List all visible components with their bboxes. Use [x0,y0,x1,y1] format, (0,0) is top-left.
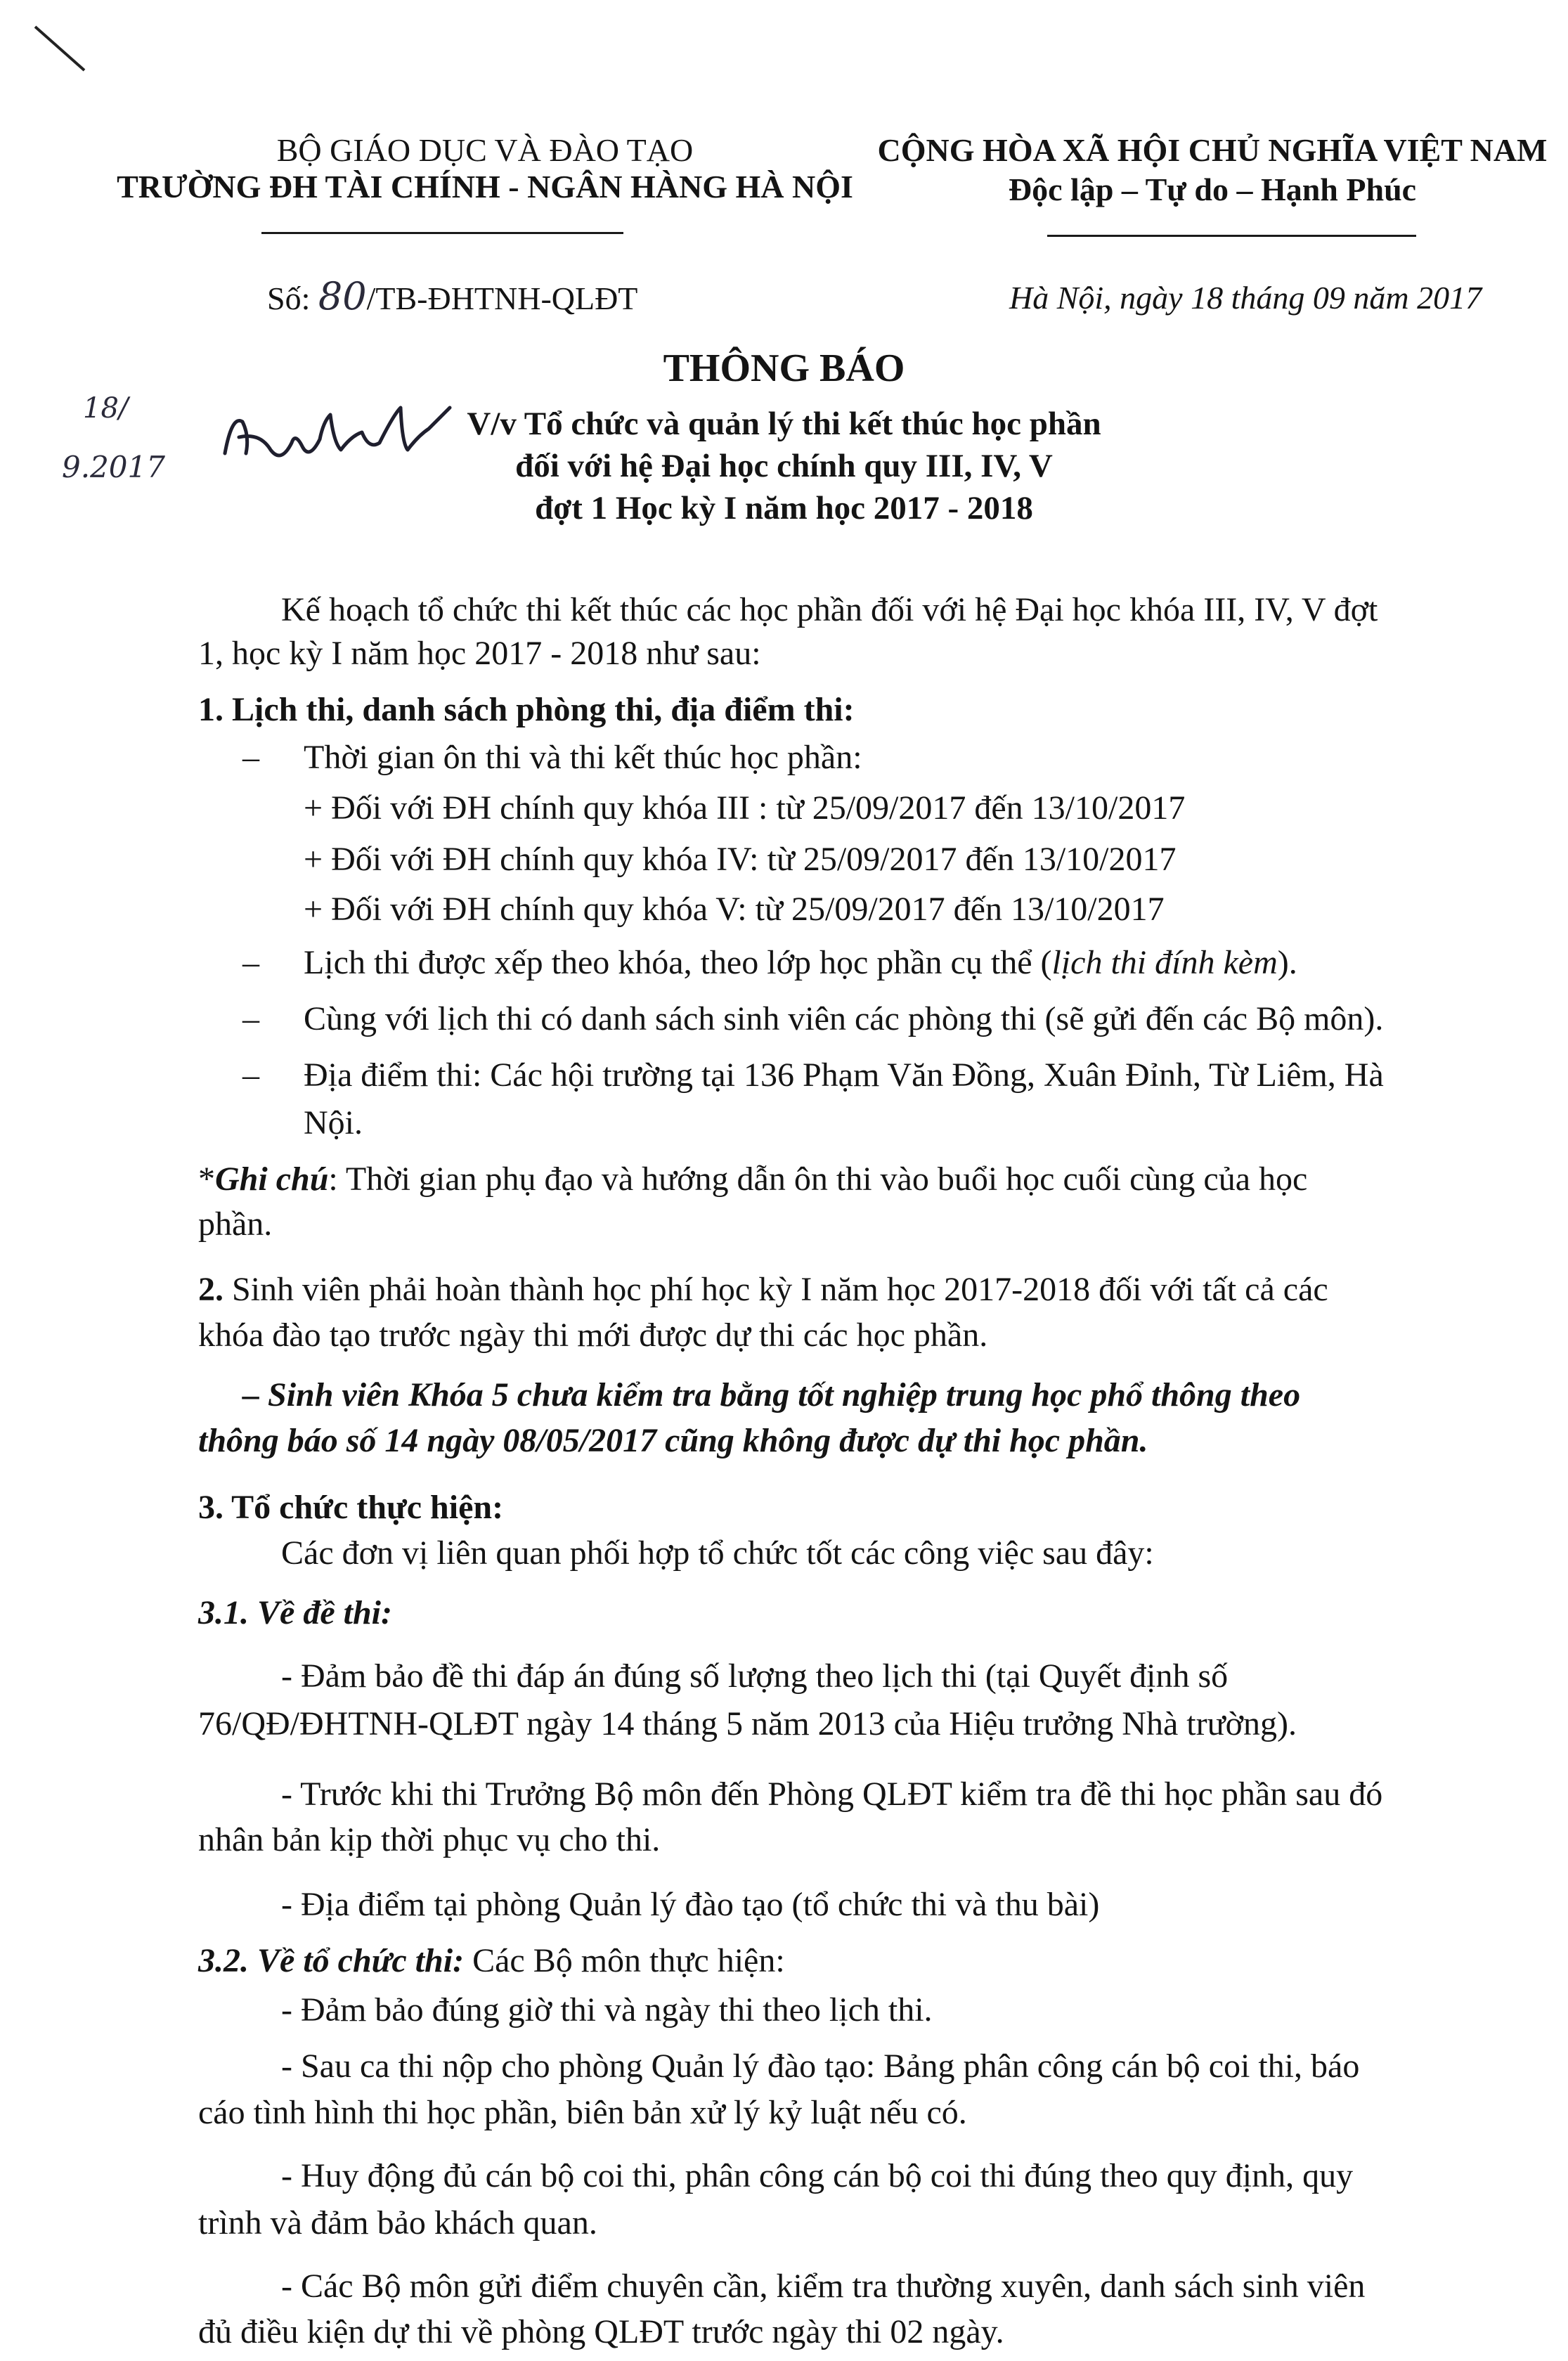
s32-p4-line1: - Các Bộ môn gửi điểm chuyên cần, kiểm tra thường xuyên, danh sách sinh viên [281,2268,1366,2305]
university-name: TRƯỜNG ĐH TÀI CHÍNH - NGÂN HÀNG HÀ NỘI [117,169,853,205]
schedule-arrangement-end: ). [1277,944,1297,981]
right-header-rule [1047,235,1416,237]
exam-period-label: Thời gian ôn thi và thi kết thúc học phần: [304,739,862,776]
notice-subject-line1: V/v Tổ chức và quản lý thi kết thúc học phần [467,406,1101,442]
section32-title-rest: Các Bộ môn thực hiện: [464,1942,785,1979]
country-name: CỘNG HÒA XÃ HỘI CHỦ NGHĨA VIỆT NAM [877,132,1548,168]
schedule-arrangement [304,942,1297,984]
intro-line1: Kế hoạch tổ chức thi kết thúc các học phần đối với hệ Đại học khóa III, IV, V đợt [281,591,1378,628]
scan-corner-mark [28,21,91,77]
note-label: Ghi chú [215,1160,329,1198]
intro-line2: 1, học kỳ I năm học 2017 - 2018 như sau: [198,635,761,672]
section2-line1 [198,1269,1328,1311]
section2-number: 2. [198,1271,223,1308]
section32-heading [198,1940,785,1982]
note-line1 [198,1158,1307,1201]
section2-warning-line1: – Sinh viên Khóa 5 chưa kiểm tra bằng tốt nghiệp trung học phổ thông theo [242,1376,1301,1414]
s31-p2-line2: nhân bản kịp thời phục vụ cho thi. [198,1821,661,1858]
so-code: /TB-ĐHTNH-QLĐT [366,280,638,316]
bullet-dash: – [242,1056,259,1094]
notice-subject-line2: đối với hệ Đại học chính quy III, IV, V [515,448,1053,484]
schedule-attached: lịch thi đính kèm [1051,944,1278,981]
k3-schedule: + Đối với ĐH chính quy khóa III : từ 25/09/2017 đến 13/10/2017 [304,789,1186,827]
exam-location-line1: Địa điểm thi: Các hội trường tại 136 Phạm Văn Đồng, Xuân Đỉnh, Từ Liêm, Hà [304,1056,1384,1094]
exam-location-line2: Nội. [304,1104,363,1141]
s32-p4-line2: đủ điều kiện dự thi về phòng QLĐT trước ngày thi 02 ngày. [198,2313,1004,2350]
s31-p1-line1: - Đảm bảo đề thi đáp án đúng số lượng theo lịch thi (tại Quyết định số [281,1657,1229,1695]
s32-p1: - Đảm bảo đúng giờ thi và ngày thi theo lịch thi. [281,1991,933,2029]
s31-p2-line1: - Trước khi thi Trưởng Bộ môn đến Phòng QLĐT kiểm tra đề thi học phần sau đó [281,1775,1383,1813]
so-number-handwritten: 80 [318,274,367,318]
section2-line2: khóa đào tạo trước ngày thi mới được dự thi các học phần. [198,1317,988,1354]
national-motto: Độc lập – Tự do – Hạnh Phúc [1008,172,1417,207]
bullet-dash: – [242,944,259,981]
note-text: : Thời gian phụ đạo và hướng dẫn ôn thi vào buổi học cuối cùng của học [328,1160,1308,1198]
bullet-dash: – [242,1000,259,1037]
schedule-arrangement-text: Lịch thi được xếp theo khóa, theo lớp học phần cụ thể ( [304,944,1052,981]
section2-text: Sinh viên phải hoàn thành học phí học kỳ I năm học 2017-2018 đối với tất cả các [223,1271,1328,1308]
student-list-info: Cùng với lịch thi có danh sách sinh viên các phòng thi (sẽ gửi đến các Bộ môn). [304,1000,1384,1037]
ministry-name: BỘ GIÁO DỤC VÀ ĐÀO TẠO [276,132,694,168]
issue-date: Hà Nội, ngày 18 tháng 09 năm 2017 [1009,280,1482,316]
s32-p3-line1: - Huy động đủ cán bộ coi thi, phân công cán bộ coi thi đúng theo quy định, quy [281,2157,1354,2194]
handwritten-date-bottom: 9.2017 [62,450,165,484]
section3-heading: 3. Tổ chức thực hiện: [198,1489,504,1526]
document-number [267,276,637,320]
s32-p2-line1: - Sau ca thi nộp cho phòng Quản lý đào tạo: Bảng phân công cán bộ coi thi, báo [281,2048,1360,2085]
handwritten-date-top: 18/ [83,392,129,425]
section3-intro: Các đơn vị liên quan phối hợp tổ chức tốt các công việc sau đây: [281,1534,1154,1572]
s32-p3-line2: trình và đảm bảo khách quan. [198,2204,597,2242]
k5-schedule: + Đối với ĐH chính quy khóa V: từ 25/09/2017 đến 13/10/2017 [304,891,1165,928]
s32-p2-line2: cáo tình hình thi học phần, biên bản xử lý kỷ luật nếu có. [198,2094,967,2131]
section2-warning-line2: thông báo số 14 ngày 08/05/2017 cũng không được dự thi học phần. [198,1422,1148,1459]
note-star: * [198,1160,215,1198]
section31-heading: 3.1. Về đề thi: [198,1594,392,1631]
so-label: Số: [267,280,311,316]
section32-title: 3.2. Về tổ chức thi: [198,1942,465,1979]
k4-schedule: + Đối với ĐH chính quy khóa IV: từ 25/09/2017 đến 13/10/2017 [304,841,1177,878]
notice-subject-line3: đợt 1 Học kỳ I năm học 2017 - 2018 [535,490,1033,526]
section1-heading: 1. Lịch thi, danh sách phòng thi, địa điểm thi: [198,691,855,728]
bullet-dash: – [242,739,259,776]
s31-p3: - Địa điểm tại phòng Quản lý đào tạo (tổ chức thi và thu bài) [281,1886,1100,1923]
s31-p1-line2: 76/QĐ/ĐHTNH-QLĐT ngày 14 tháng 5 năm 2013 của Hiệu trưởng Nhà trường). [198,1705,1297,1742]
notice-title: THÔNG BÁO [663,347,905,390]
note-line2: phần. [198,1205,273,1243]
left-header-rule [261,232,623,234]
